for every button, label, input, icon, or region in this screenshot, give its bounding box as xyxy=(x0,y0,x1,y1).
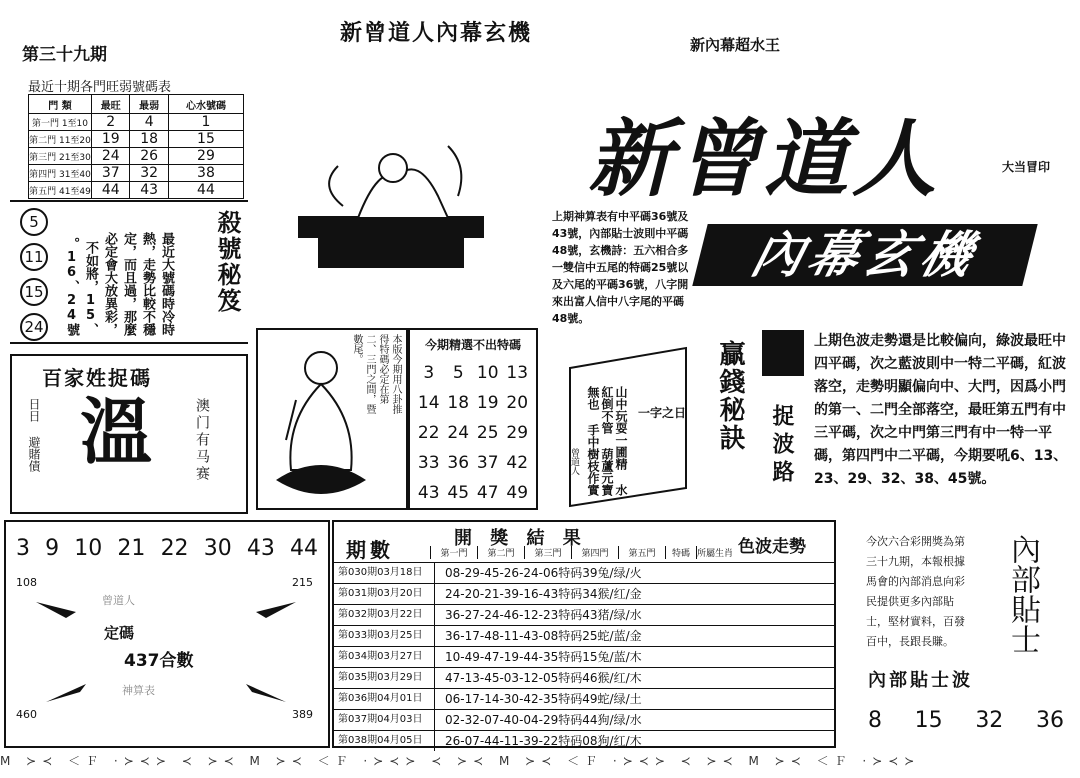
killer-number: 24 xyxy=(20,313,48,341)
lottery-number: 10 xyxy=(74,536,103,561)
no-special-number: 14 xyxy=(417,393,440,413)
table-cell: 24 xyxy=(92,148,130,165)
results-box xyxy=(332,520,836,748)
period-cell: 第034期03月27日 xyxy=(334,647,435,667)
col-header: 最弱 xyxy=(130,95,168,114)
killer-line: 最近大號碼時冷時 xyxy=(159,232,174,336)
insider-text: 今次六合彩開獎為第三十九期，本報根據馬會的內部消息向彩民提供更多內部貼士，堅材實料，百發百中，長跟長賺。 xyxy=(866,535,965,648)
col-header: 門 類 xyxy=(29,95,92,114)
killer-line: 熱，走勢比較不穩 xyxy=(140,232,155,336)
lottery-number: 9 xyxy=(45,536,60,561)
no-special-number: 24 xyxy=(447,423,470,443)
killer-line: 必定會大放異彩， xyxy=(102,232,117,336)
hot-cold-table xyxy=(28,94,244,199)
hot-table-header xyxy=(29,95,244,114)
surname-char: 溫 xyxy=(80,389,153,474)
poem-signature: 曾道人 xyxy=(569,448,579,475)
catch-wave-title: 捉波路 xyxy=(769,404,794,488)
result-cell: 02-32-07-40-04-29特码44狗/绿/水 xyxy=(445,713,642,727)
insider-script-title: 內部貼士 xyxy=(1005,534,1040,654)
result-cell: 06-17-14-30-42-35特码49蛇/绿/土 xyxy=(445,692,642,706)
table-cell: 44 xyxy=(168,182,243,199)
table-row xyxy=(334,583,834,604)
no-special-title: 今期精選不出特碼 xyxy=(424,338,521,352)
killer-title: 殺號秘笈 xyxy=(213,210,241,314)
no-special-box xyxy=(408,328,538,510)
period-cell: 第038期04月05日 xyxy=(334,731,435,751)
no-special-number: 43 xyxy=(417,483,440,503)
killer-line: 不如將，15、16、24號。 xyxy=(64,237,98,336)
lottery-number: 43 xyxy=(246,536,275,561)
table-row xyxy=(334,604,834,625)
result-cell: 10-49-47-19-44-35特码15兔/蓝/木 xyxy=(445,650,642,664)
corner-number: 215 xyxy=(292,576,313,589)
watermark-top: 曾道人 xyxy=(102,594,135,607)
no-special-number: 29 xyxy=(506,423,529,443)
results-subheader: 第三門 xyxy=(524,546,571,559)
no-special-number: 36 xyxy=(447,453,470,473)
insider-numbers xyxy=(868,708,1064,733)
no-special-number: 13 xyxy=(506,363,529,383)
poem-line: 水紅倒不管 xyxy=(600,386,628,496)
lottery-number: 3 xyxy=(16,536,30,561)
table-row xyxy=(29,131,244,148)
corner-number: 108 xyxy=(16,576,37,589)
table-cell: 第三門 21至30 xyxy=(29,148,92,165)
poem-title: 一字之日 xyxy=(638,406,687,420)
big-title-2: 內幕玄機 xyxy=(692,224,1037,286)
no-special-number: 22 xyxy=(417,423,440,443)
killer-number: 5 xyxy=(20,208,48,236)
table-row xyxy=(29,182,244,199)
no-special-number: 5 xyxy=(452,363,464,383)
results-subheader: 所屬生肖 xyxy=(696,546,733,559)
lottery-box xyxy=(4,520,330,748)
table-row xyxy=(29,114,244,131)
poem-line: 山中玩耍一圃精 xyxy=(614,386,628,470)
period-header: 期數 xyxy=(346,538,394,562)
table-row xyxy=(334,562,834,583)
insider-number: 8 xyxy=(868,708,882,733)
result-cell: 08-29-45-26-24-06特码39兔/绿/火 xyxy=(445,566,642,580)
insider-wave-title: 內部貼士波 xyxy=(868,670,973,691)
results-subheader: 第二門 xyxy=(477,546,524,559)
fixed-label: 定碼 xyxy=(104,624,135,642)
poem-scroll xyxy=(560,338,696,508)
stamp-text: 大当冒印 xyxy=(1002,160,1051,174)
results-subheader: 特碼 xyxy=(665,546,696,559)
goddess-note: 本版今期用八卦推得特碼必定在第二、三門之間，暨數尾。 xyxy=(351,334,401,414)
period-cell: 第036期04月01日 xyxy=(334,689,435,709)
table-row xyxy=(334,709,834,730)
period-cell: 第031期03月20日 xyxy=(334,584,435,604)
surname-left-line: 日日 xyxy=(27,398,41,422)
no-special-number: 45 xyxy=(447,483,470,503)
big-title-1: 新曾道人 xyxy=(588,109,941,208)
killer-number: 11 xyxy=(20,243,48,271)
no-special-number: 33 xyxy=(417,453,440,473)
table-row xyxy=(29,148,244,165)
lottery-number: 21 xyxy=(117,536,146,561)
table-cell: 19 xyxy=(92,131,130,148)
table-cell: 44 xyxy=(92,182,130,199)
right-title: 新內幕超水王 xyxy=(690,36,781,54)
poem-line: 手中樹枝作實 xyxy=(586,424,600,496)
no-special-grid xyxy=(414,363,532,503)
insider-number: 15 xyxy=(914,708,943,733)
period-cell: 第033期03月25日 xyxy=(334,626,435,646)
immortal-illustration xyxy=(298,126,484,276)
table-cell: 第四門 31至40 xyxy=(29,165,92,182)
table-cell: 第二門 11至20 xyxy=(29,131,92,148)
poem-lines xyxy=(586,386,628,496)
no-special-number: 20 xyxy=(506,393,529,413)
period-cell: 第035期03月29日 xyxy=(334,668,435,688)
col-header: 心水號碼 xyxy=(168,95,243,114)
result-cell: 47-13-45-03-12-05特码46猴/红/木 xyxy=(445,671,642,685)
table-cell: 32 xyxy=(130,165,168,182)
table-cell: 1 xyxy=(168,114,243,131)
no-special-number: 18 xyxy=(447,393,470,413)
corner-number: 389 xyxy=(292,708,313,721)
issue-number: 第三十九期 xyxy=(22,45,107,65)
goddess-figure xyxy=(266,340,376,508)
results-rows xyxy=(334,562,834,751)
killer-circles xyxy=(20,208,48,341)
no-special-number: 25 xyxy=(476,423,499,443)
goddess-panel xyxy=(256,328,408,510)
table-row xyxy=(334,688,834,709)
hot-table-title: 最近十期各門旺弱號碼表 xyxy=(28,80,172,95)
table-cell: 38 xyxy=(168,165,243,182)
table-row xyxy=(334,625,834,646)
table-cell: 26 xyxy=(130,148,168,165)
result-cell: 36-27-24-46-12-23特码43猪/绿/水 xyxy=(445,608,642,622)
prev-analysis: 上期神算表有中平碼36號及43號，內部貼士波則中平碼48號，玄機詩：五六相合多一雙信中五尾的特碼25號以及六尾的平碼36號，八字開來出富人信中八字尾的平碼48號。 xyxy=(552,210,689,325)
surname-left-line: 避賭債 xyxy=(27,436,41,472)
period-cell: 第037期04月03日 xyxy=(334,710,435,730)
no-special-number: 19 xyxy=(476,393,499,413)
killer-number: 15 xyxy=(20,278,48,306)
insider-number: 36 xyxy=(1035,708,1064,733)
main-title: 新曾道人內幕玄機 xyxy=(340,21,533,46)
table-row xyxy=(334,730,834,751)
col-header: 最旺 xyxy=(92,95,130,114)
period-cell: 第030期03月18日 xyxy=(334,563,435,583)
no-special-number: 42 xyxy=(506,453,529,473)
results-subheader: 第一門 xyxy=(430,546,477,559)
table-row xyxy=(334,667,834,688)
lottery-number: 22 xyxy=(160,536,189,561)
table-cell: 15 xyxy=(168,131,243,148)
insider-number: 32 xyxy=(975,708,1004,733)
table-cell: 2 xyxy=(92,114,130,131)
results-subheader: 第四門 xyxy=(571,546,618,559)
lottery-number: 44 xyxy=(289,536,318,561)
table-cell: 29 xyxy=(168,148,243,165)
surname-right: 澳门有马赛 xyxy=(194,398,210,483)
table-cell: 第五門 41至49 xyxy=(29,182,92,199)
lottery-numbers xyxy=(6,522,328,561)
table-cell: 43 xyxy=(130,182,168,199)
no-special-number: 3 xyxy=(423,363,435,383)
table-cell: 4 xyxy=(130,114,168,131)
watermark-bottom: 神算表 xyxy=(122,684,155,697)
surname-title: 百家姓捉碼 xyxy=(42,366,152,390)
period-cell: 第032期03月22日 xyxy=(334,605,435,625)
results-title: 開 獎 結 果 xyxy=(454,528,587,549)
table-cell: 37 xyxy=(92,165,130,182)
combo-number: 437合數 xyxy=(124,651,194,671)
color-trend-header: 色波走勢 xyxy=(738,537,806,557)
killer-text xyxy=(62,206,176,336)
no-special-number: 49 xyxy=(506,483,529,503)
poem-line: 葫蘆元寶無也 xyxy=(586,386,614,496)
killer-line: 定，而且過，那麼 xyxy=(121,232,136,336)
surname-box xyxy=(10,354,248,514)
results-subheaders xyxy=(430,546,733,559)
portrait-image xyxy=(762,330,804,376)
no-special-number: 37 xyxy=(476,453,499,473)
result-cell: 36-17-48-11-43-08特码25蛇/蓝/金 xyxy=(445,629,642,643)
table-row xyxy=(334,646,834,667)
color-analysis: 上期色波走勢還是比較偏向，綠波最旺中四平碼，次之藍波則中一特二平碼，紅波落空，走勢明顯偏向中、大門，因爲小門的第一、二門全部落空，最旺第五門有中三平碼，次之中門第三門有中一特一平碼，第四門中二平碼，今期要吼6、13、23、29、32、38、45號。 xyxy=(814,333,1068,487)
surname-left xyxy=(26,398,42,472)
lottery-number: 30 xyxy=(203,536,232,561)
money-secret-title: 贏錢秘訣 xyxy=(715,340,745,452)
results-subheader: 第五門 xyxy=(618,546,665,559)
result-cell: 26-07-44-11-39-22特码08狗/红/木 xyxy=(445,734,642,748)
no-special-number: 47 xyxy=(476,483,499,503)
table-cell: 18 xyxy=(130,131,168,148)
killer-box xyxy=(10,200,248,344)
bottom-border: M ≻≺ ＜Ｆ ·≻≺≻ ≺ ≻≺ M ≻≺ ＜Ｆ ·≻≺≻ ≺ ≻≺ M ≻≺ ＜Ｆ ·≻≺≻ ≺ ≻≺ M ≻≺ ＜Ｆ ·≻≺≻ xyxy=(0,754,921,768)
table-row xyxy=(29,165,244,182)
result-cell: 24-20-21-39-16-43特码34猴/红/金 xyxy=(445,587,642,601)
table-cell: 第一門 1至10 xyxy=(29,114,92,131)
no-special-number: 10 xyxy=(476,363,499,383)
corner-number: 460 xyxy=(16,708,37,721)
